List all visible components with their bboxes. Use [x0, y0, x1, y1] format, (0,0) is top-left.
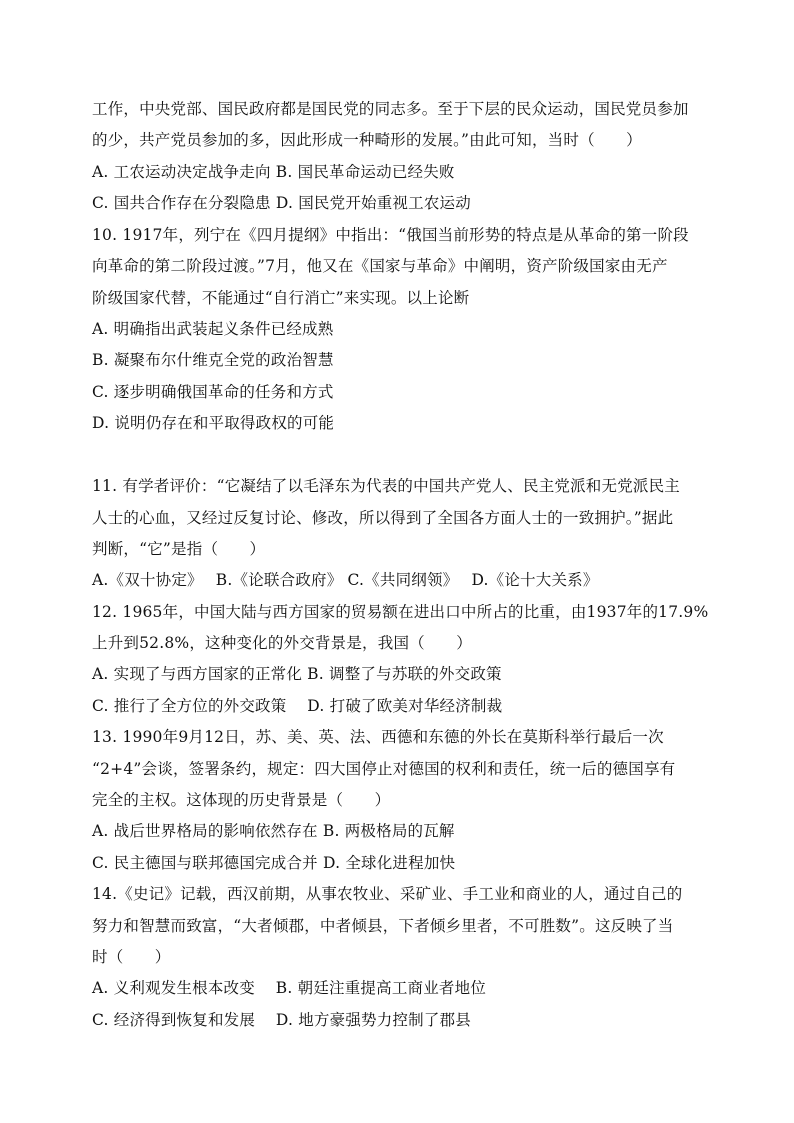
text-line-q9-stem-1: 工作，中央党部、国民政府都是国民党的同志多。至于下层的民众运动，国民党员参加 — [92, 100, 689, 118]
question-10-stem-3: 阶级国家代替，不能通过“自行消亡”来实现。以上论断 — [92, 289, 470, 307]
question-11-stem-3: 判断，“它”是指（ ） — [92, 540, 266, 558]
option-line-q14-ab: A. 义利观发生根本改变 B. 朝廷注重提高工商业者地位 — [92, 979, 487, 997]
question-13-stem-2: “2+4”会谈，签署条约，规定：四大国停止对德国的权利和责任，统一后的德国享有 — [92, 760, 676, 778]
question-11-stem-1: 11. 有学者评价：“它凝结了以毛泽东为代表的中国共产党人、民主党派和无党派民主 — [92, 477, 681, 495]
option-q10-b: B. 凝聚布尔什维克全党的政治智慧 — [92, 351, 334, 369]
question-13-stem-1: 13. 1990年9月12日，苏、美、英、法、西德和东德的外长在莫斯科举行最后一次 — [92, 728, 664, 746]
question-13-stem-3: 完全的主权。这体现的历史背景是（ ） — [92, 791, 391, 809]
option-q10-a: A. 明确指出武装起义条件已经成熟 — [92, 320, 334, 338]
question-11-stem-2: 人士的心血，又经过反复讨论、修改，所以得到了全国各方面人士的一致拥护。”据此 — [92, 509, 674, 527]
option-line-q9-ab: A. 工农运动决定战争走向 B. 国民革命运动已经失败 — [92, 163, 455, 181]
option-line-q12-cd: C. 推行了全方位的外交政策 D. 打破了欧美对华经济制裁 — [92, 697, 503, 715]
option-line-q12-ab: A. 实现了与西方国家的正常化 B. 调整了与苏联的外交政策 — [92, 665, 502, 683]
option-line-q11: A.《双十协定》 B.《论联合政府》 C.《共同纲领》 D.《论十大关系》 — [92, 571, 599, 589]
option-q10-d: D. 说明仍存在和平取得政权的可能 — [92, 414, 335, 432]
option-line-q14-cd: C. 经济得到恢复和发展 D. 地方豪强势力控制了郡县 — [92, 1011, 471, 1029]
option-line-q13-cd: C. 民主德国与联邦德国完成合并 D. 全球化进程加快 — [92, 854, 456, 872]
question-14-stem-3: 时（ ） — [92, 948, 171, 966]
option-line-q13-ab: A. 战后世界格局的影响依然存在 B. 两极格局的瓦解 — [92, 822, 455, 840]
text-line-q9-stem-2: 的少，共产党员参加的多，因此形成一种畸形的发展。”由此可知，当时（ ） — [92, 131, 642, 149]
question-12-stem-1: 12. 1965年，中国大陆与西方国家的贸易额在进出口中所占的比重，由1937年的17.9% — [92, 603, 709, 621]
question-12-stem-2: 上升到52.8%，这种变化的外交背景是，我国（ ） — [92, 634, 472, 652]
question-14-stem-1: 14.《史记》记载，西汉前期，从事农牧业、采矿业、手工业和商业的人，通过自己的 — [92, 885, 683, 903]
option-line-q9-cd: C. 国共合作存在分裂隐患 D. 国民党开始重视工农运动 — [92, 194, 471, 212]
question-14-stem-2: 努力和智慧而致富，“大者倾郡，中者倾县，下者倾乡里者，不可胜数”。这反映了当 — [92, 917, 674, 935]
question-10-stem-1: 10. 1917年，列宁在《四月提纲》中指出：“俄国当前形势的特点是从革命的第一阶段 — [92, 226, 689, 244]
option-q10-c: C. 逐步明确俄国革命的任务和方式 — [92, 383, 334, 401]
question-10-stem-2: 向革命的第二阶段过渡。”7月，他又在《国家与革命》中阐明，资产阶级国家由无产 — [92, 257, 668, 275]
